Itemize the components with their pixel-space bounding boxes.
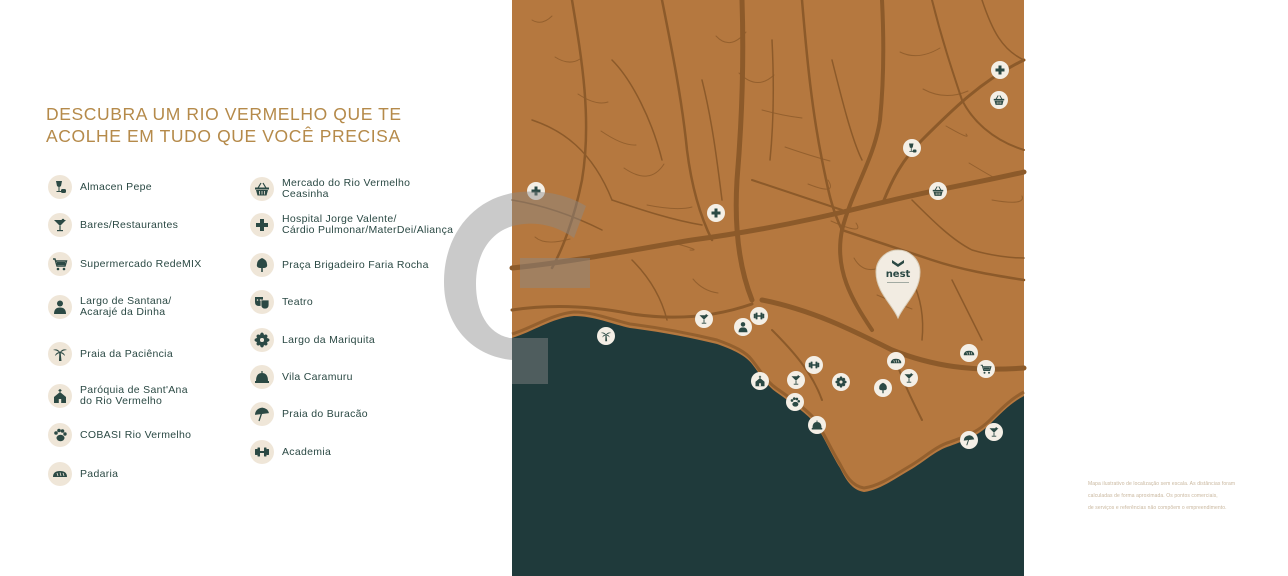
cart-icon [48,252,72,276]
church-icon [48,384,72,408]
legend-label [80,349,173,360]
legend-label-line: Praça Brigadeiro Faria Rocha [282,258,429,271]
map-pin[interactable] [900,369,918,387]
map-panel [512,0,1236,576]
legend-label [282,178,410,200]
page-title [46,103,486,147]
person-icon [48,295,72,319]
legend-label-line: Largo de Santana/ [80,295,172,307]
map-pin[interactable] [903,139,921,157]
legend-item-padaria [48,462,118,486]
legend-label-line: Paróquia de Sant'Ana [80,384,188,396]
map-pin[interactable] [960,431,978,449]
legend-label [282,409,368,420]
legend-label [80,385,188,407]
legend-item-supermercado [48,252,202,276]
paw-icon [48,423,72,447]
map-disclaimer [1088,478,1288,514]
map-pin[interactable] [707,204,725,222]
legend-item-bares [48,213,178,237]
basket-icon [250,177,274,201]
legend-label [80,259,202,270]
legend-label [282,297,313,308]
title-line-2: ACOLHE EM TUDO QUE VOCÊ PRECISA [46,126,401,146]
map-pin[interactable] [751,372,769,390]
map-pin[interactable] [874,379,892,397]
legend-label-line: Academia [282,445,332,458]
legend-label-line: Hospital Jorge Valente/ [282,213,397,225]
dome-icon [250,365,274,389]
map-pin[interactable] [805,356,823,374]
legend-item-almacen [48,175,152,199]
legend-label-line: Bares/Restaurantes [80,218,179,231]
map-pin[interactable] [750,307,768,325]
legend-label [80,469,118,480]
legend-label-line: Supermercado RedeMIX [80,257,202,270]
legend-label-line: Mercado do Rio Vermelho [282,177,411,189]
map-pin[interactable] [832,373,850,391]
map-pin[interactable] [887,352,905,370]
disclaimer-line-3: de serviços e referências não compõem o empreendimento. [1088,505,1227,511]
title-line-1: DESCUBRA UM RIO VERMELHO QUE TE [46,104,402,124]
map-pin[interactable] [787,371,805,389]
map-pin[interactable] [808,416,826,434]
legend-label-line: Largo da Mariquita [282,333,375,346]
legend-label-line: Praia do Buracão [282,407,368,420]
legend-item-buracao [250,402,368,426]
legend-label [282,447,331,458]
legend-item-hospital [250,213,453,237]
umbrella-icon [250,402,274,426]
cross-icon [250,213,274,237]
legend-label-line: Teatro [282,295,313,308]
wine-glass-bread-icon [48,175,72,199]
disclaimer-line-1: Mapa ilustrativo de localização sem escala. As distâncias foram [1088,481,1236,487]
map-pin[interactable] [786,393,804,411]
map-pin[interactable] [695,310,713,328]
legend-label [80,220,178,231]
marker-brand-label: nest [885,269,911,280]
map-pin[interactable] [977,360,995,378]
theater-masks-icon [250,290,274,314]
legend-item-mercado [250,177,410,201]
legend-label-line: Cárdio Pulmonar/MaterDei/Aliança [282,224,454,236]
map-pin[interactable] [734,318,752,336]
legend-label-line: Acarajé da Dinha [80,306,166,318]
legend-item-academia [250,440,331,464]
legend-item-praca [250,253,429,277]
map-pin[interactable] [990,91,1008,109]
legend-item-santana [48,295,172,319]
map-pin[interactable] [985,423,1003,441]
bread-icon [48,462,72,486]
map-pin[interactable] [960,344,978,362]
legend-item-teatro [250,290,313,314]
legend-item-mariquita [250,328,375,352]
legend-label [282,335,375,346]
legend-item-caramuru [250,365,353,389]
legend-label-line: Padaria [80,467,119,480]
dumbbell-icon [250,440,274,464]
legend-label [282,372,353,383]
map-pin[interactable] [929,182,947,200]
legend-label-line: Ceasinha [282,188,329,200]
legend-label-line: Almacen Pepe [80,180,152,193]
legend-label-line: do Rio Vermelho [80,395,163,407]
disclaimer-line-2: calculadas de forma aproximada. Os pontos comerciais, [1088,493,1218,499]
palm-tree-icon [48,342,72,366]
legend-label [282,260,429,271]
cocktail-icon [48,213,72,237]
legend-label-line: Vila Caramuru [282,370,353,383]
legend-item-paroquia [48,384,188,408]
legend-label-line: Praia da Paciência [80,347,173,360]
map-canvas [512,0,1024,576]
legend-label-line: COBASI Rio Vermelho [80,428,192,441]
tree-icon [250,253,274,277]
info-panel [0,0,512,576]
map-pin[interactable] [527,182,545,200]
legend-item-cobasi [48,423,191,447]
legend-label [80,430,191,441]
flower-icon [250,328,274,352]
legend-label [282,214,453,236]
legend-label [80,296,172,318]
legend-item-paciencia [48,342,173,366]
map-pin[interactable] [991,61,1009,79]
legend-label [80,182,152,193]
map-pin[interactable] [597,327,615,345]
